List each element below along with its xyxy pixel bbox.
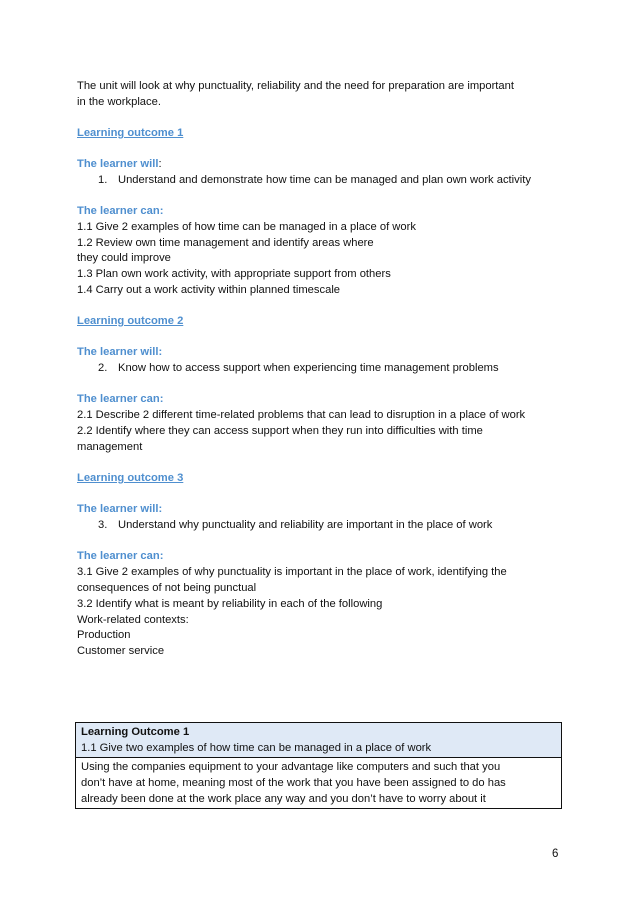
outcome-1-will-number: 1. (98, 174, 108, 186)
outcome-2-can-label: The learner can: (77, 393, 164, 405)
table-answer-cell (76, 758, 562, 809)
outcome-1-will-item (98, 173, 531, 188)
outcome-1-can-item: 1.3 Plan own work activity, with appropriate support from others (77, 268, 391, 280)
outcome-3-can-item: 3.1 Give 2 examples of why punctuality is important in the place of work, identifying the (77, 566, 507, 578)
outcome-1-can-item: 1.4 Carry out a work activity within planned timescale (77, 284, 341, 296)
outcome-1-heading: Learning outcome 1 (77, 127, 184, 139)
outcome-1-can-item: they could improve (77, 252, 171, 264)
outcome-1-can-item: 1.1 Give 2 examples of how time can be managed in a place of work (77, 221, 416, 233)
outcome-3-can-item: consequences of not being punctual (77, 582, 257, 594)
outcome-1-can-label: The learner can: (77, 205, 164, 217)
learning-outcome-table (75, 722, 562, 809)
outcome-3-can-label: The learner can: (77, 550, 164, 562)
answer-line: don’t have at home, meaning most of the work that you have been assigned to do has (81, 777, 506, 789)
outcome-3-will-number: 3. (98, 519, 108, 531)
outcome-2-will-label: The learner will: (77, 346, 163, 358)
outcome-1-will-text-label: The learner will (77, 158, 159, 170)
outcome-3-can-item: 3.2 Identify what is meant by reliability in each of the following (77, 598, 383, 610)
outcome-3-heading: Learning outcome 3 (77, 472, 184, 484)
outcome-3-can-item: Work-related contexts: (77, 614, 189, 626)
outcome-3-can-item: Customer service (77, 645, 165, 657)
outcome-1-will-colon: : (158, 158, 162, 170)
outcome-2-will-number: 2. (98, 362, 108, 374)
page-number: 6 (552, 848, 559, 860)
outcome-2-heading: Learning outcome 2 (77, 315, 184, 327)
outcome-1-will-text: Understand and demonstrate how time can be managed and plan own work activity (118, 174, 531, 186)
outcome-2-will-text: Know how to access support when experiencing time management problems (118, 362, 499, 374)
outcome-2-can-item: 2.1 Describe 2 different time-related problems that can lead to disruption in a place of work (77, 409, 526, 421)
table-header-cell (76, 723, 562, 758)
intro-line-2: in the workplace. (77, 96, 161, 108)
answer-line: Using the companies equipment to your advantage like computers and such that you (81, 761, 501, 773)
outcome-1-will-label (77, 157, 162, 172)
outcome-3-will-text: Understand why punctuality and reliability are important in the place of work (118, 519, 493, 531)
outcome-2-can-item: management (77, 441, 143, 453)
outcome-2-can-item: 2.2 Identify where they can access support when they run into difficulties with time (77, 425, 483, 437)
outcome-3-can-item: Production (77, 629, 131, 641)
table-answer-row (76, 758, 562, 809)
table-subtitle: 1.1 Give two examples of how time can be managed in a place of work (81, 742, 432, 754)
intro-line-1: The unit will look at why punctuality, reliability and the need for preparation are important (77, 80, 514, 92)
outcome-3-will-label: The learner will: (77, 503, 163, 515)
outcome-2-will-item (98, 361, 499, 376)
table-title: Learning Outcome 1 (81, 726, 190, 738)
answer-line: already been done at the work place any way and you don’t have to worry about it (81, 793, 486, 805)
table-header-row (76, 723, 562, 758)
outcome-3-will-item (98, 518, 492, 533)
outcome-1-can-item: 1.2 Review own time management and identify areas where (77, 237, 374, 249)
